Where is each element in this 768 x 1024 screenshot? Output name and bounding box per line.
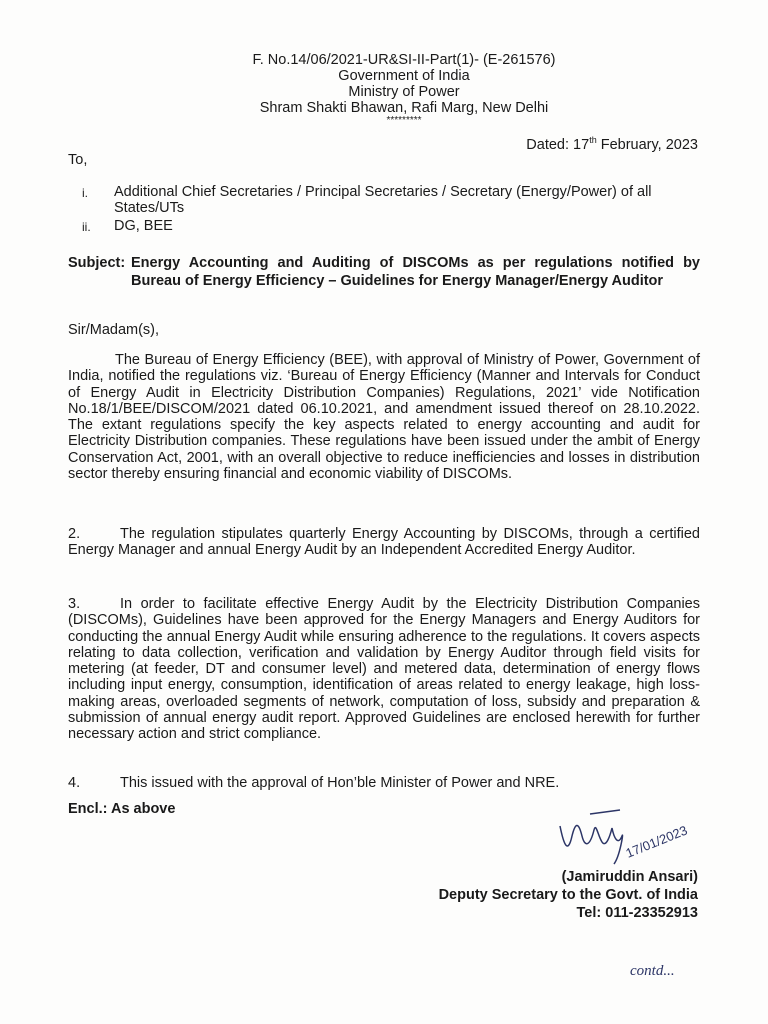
paragraph-1: The Bureau of Energy Efficiency (BEE), with approval of Ministry of Power, Government of India, notified the regulations viz. ‘Bureau of Energy Efficiency (Manner and Intervals for Conduct of Energy Audit in Electricity Distribution Companies) Regulations, 2021’ vide Notification No.18/1/BEE/DISCOM/2021 dated 06.10.2021, and amendment issued thereof on 28.10.2022. The extant regulations specify the key aspects related to energy accounting and audit for Electricity Distribution companies. These regulations have been issued under the ambit of Energy Conservation Act, 2001, with an overall objective to reduce inefficiencies and losses in distribution sector thereby ensuring financial and economic viability of DISCOMs.	[68, 352, 700, 483]
addressee-number: i.	[82, 186, 88, 200]
subject-block	[68, 254, 700, 290]
signatory-telephone: Tel: 011-23352913	[576, 905, 698, 921]
addressee-text: DG, BEE	[114, 218, 173, 234]
subject-label: Subject:	[68, 255, 126, 271]
contd-text: contd...	[630, 963, 675, 979]
file-number: F. No.14/06/2021-UR&SI-II-Part(1)- (E-261576)	[252, 52, 556, 68]
signatory-name: (Jamiruddin Ansari)	[561, 869, 698, 885]
addressee-text: Additional Chief Secretaries / Principal Secretaries / Secretary (Energy/Power) of all States/UTs	[114, 184, 652, 216]
paragraph-text: In order to facilitate effective Energy Audit by the Electricity Distribution Companies (DISCOMs), Guidelines have been approved for the Energy Managers and Energy Auditors for conducting the annual Energy Audit while ensuring adherence to the regulations. It covers aspects relating to data collection, verification and validation by Energy Auditor through field visits for metering (at feeder, DT and consumer level) and metered data, determination of energy flows including input energy, consumption, identification of areas related to energy leakage, high loss-making areas, overloaded segments of network, computation of loss, subsidy and preparation & submission of annual energy audit report. Approved Guidelines are enclosed herewith for further necessary action and strict compliance.	[68, 596, 700, 743]
paragraph-text: The regulation stipulates quarterly Energy Accounting by DISCOMs, through a certified Energy Manager and annual Energy Audit by an Independent Accredited Energy Auditor.	[68, 526, 700, 559]
to-label: To,	[68, 152, 88, 168]
addressee-list	[82, 184, 702, 235]
header-separator: *********	[386, 115, 422, 126]
date-month-year: February, 2023	[596, 137, 698, 153]
signatory-block	[439, 868, 698, 922]
date-suffix-sup: th	[589, 135, 597, 145]
addressee-item	[82, 218, 702, 235]
enclosure-note: Encl.: As above	[68, 801, 176, 817]
handwritten-signature	[550, 806, 700, 866]
addressee-number: ii.	[82, 220, 91, 234]
addressee-item	[82, 184, 702, 216]
subject-text: Energy Accounting and Auditing of DISCOMs as per regulations notified by Bureau of Energy Efficiency – Guidelines for Energy Manager/Energy Auditor	[131, 255, 700, 289]
letter-date	[526, 135, 698, 153]
signature-date: 17/01/2023	[623, 822, 690, 861]
letter-header	[0, 52, 768, 126]
office-address: Shram Shakti Bhawan, Rafi Marg, New Delhi	[259, 100, 549, 116]
salutation: Sir/Madam(s),	[68, 322, 160, 338]
paragraph-4	[68, 775, 700, 791]
paragraph-number: 2.	[68, 526, 81, 542]
continued-note	[628, 955, 698, 983]
paragraph-number: 3.	[68, 596, 81, 612]
paragraph-text: This issued with the approval of Hon’ble Minister of Power and NRE.	[120, 775, 560, 791]
date-prefix: Dated: 17	[526, 137, 590, 153]
paragraph-2	[68, 526, 700, 559]
paragraph-3	[68, 596, 700, 743]
ministry-name: Ministry of Power	[348, 84, 460, 100]
signatory-designation: Deputy Secretary to the Govt. of India	[438, 887, 698, 903]
government-name: Government of India	[338, 68, 470, 84]
paragraph-number: 4.	[68, 775, 81, 791]
